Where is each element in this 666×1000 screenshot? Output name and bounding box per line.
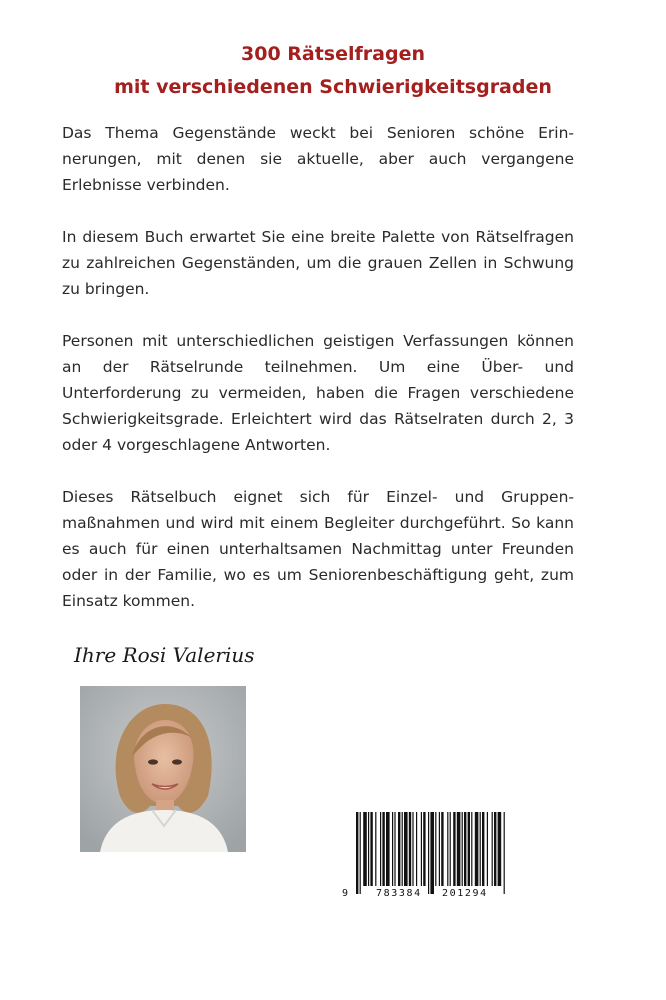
- barcode-bar: [462, 812, 463, 886]
- isbn-barcode: [340, 800, 520, 910]
- barcode-bar: [398, 812, 400, 886]
- barcode-bar: [475, 812, 479, 886]
- book-heading: [0, 38, 666, 104]
- barcode-bar: [375, 812, 376, 886]
- barcode-bar: [392, 812, 393, 886]
- barcode-bar: [368, 812, 369, 886]
- barcode-bar: [464, 812, 466, 886]
- heading-line-1: 300 Rätselfragen: [241, 43, 425, 65]
- paragraph-1: Das Thema Gegenstände weckt bei Senioren schöne Erinnerungen, mit denen sie aktuelle, aber auch vergangene Erlebnisse verbinden.: [62, 124, 574, 194]
- barcode-bar: [423, 812, 425, 886]
- barcode-bar: [416, 812, 417, 886]
- barcode-bar: [421, 812, 422, 886]
- barcode-bar: [457, 812, 461, 886]
- barcode-bar: [471, 812, 472, 886]
- barcode-bar: [468, 812, 470, 886]
- barcode-bar: [430, 812, 434, 894]
- blurb-text: [62, 120, 574, 640]
- barcode-bar: [482, 812, 484, 886]
- barcode-bar: [450, 812, 451, 886]
- barcode-bar: [412, 812, 413, 886]
- barcode-bar: [402, 812, 403, 886]
- barcode-bars: [354, 812, 506, 894]
- paragraph-2: In diesem Buch erwartet Sie eine breite Palette von Rätselfragen zu zahlreichen Gegenständen, um die grauen Zellen in Schwung zu bringen.: [62, 228, 574, 298]
- signature-text: Ihre Rosi Valerius: [74, 643, 255, 667]
- barcode-group-2: 201294: [442, 888, 488, 899]
- barcode-bar: [435, 812, 436, 886]
- heading-line-2: mit verschiedenen Schwierigkeitsgraden: [114, 76, 552, 98]
- barcode-group-1: 783384: [376, 888, 422, 899]
- barcode-bar: [441, 812, 443, 886]
- barcode-bar: [409, 812, 411, 886]
- barcode-bar: [382, 812, 384, 886]
- author-portrait: [80, 686, 246, 852]
- barcode-bar: [370, 812, 372, 886]
- barcode-bar: [356, 812, 358, 894]
- author-signature: [70, 636, 310, 676]
- barcode-bar: [480, 812, 481, 886]
- barcode-bar: [453, 812, 455, 886]
- paragraph-4: Dieses Rätselbuch eignet sich für Einzel- und Gruppenmaßnahmen und wird mit einem Begleiter durchgeführt. So kann es auch für einen unterhaltsamen Nachmittag unter Freunden oder in der Familie, wo es um Seniorenbeschäftigung geht, zum Einsatz kommen.: [62, 488, 574, 610]
- barcode-bar: [394, 812, 395, 886]
- barcode-bar: [360, 812, 361, 894]
- barcode-bar: [487, 812, 488, 886]
- barcode-first-digit: 9: [342, 888, 349, 899]
- barcode-bar: [363, 812, 367, 886]
- barcode-bar: [447, 812, 448, 886]
- barcode-bar: [386, 812, 390, 886]
- barcode-bar: [504, 812, 505, 894]
- barcode-bar: [380, 812, 381, 886]
- barcode-bar: [498, 812, 502, 886]
- barcode-bar: [439, 812, 440, 886]
- barcode-bar: [404, 812, 408, 886]
- barcode-bar: [492, 812, 493, 886]
- barcode-bar: [494, 812, 496, 886]
- portrait-image: [80, 686, 246, 852]
- signature-graphic: [70, 636, 310, 676]
- barcode-bar: [428, 812, 429, 894]
- paragraph-3: Personen mit unterschiedlichen geistigen Verfassungen können an der Rätselrunde teilnehmen. Um eine Über- und Unterforderung zu vermeiden, haben die Fragen verschiedene Schwierigkeitsgrade. Erleichtert wird das Rätselraten durch 2, 3 oder 4 vorgeschlagene Antworten.: [62, 332, 574, 454]
